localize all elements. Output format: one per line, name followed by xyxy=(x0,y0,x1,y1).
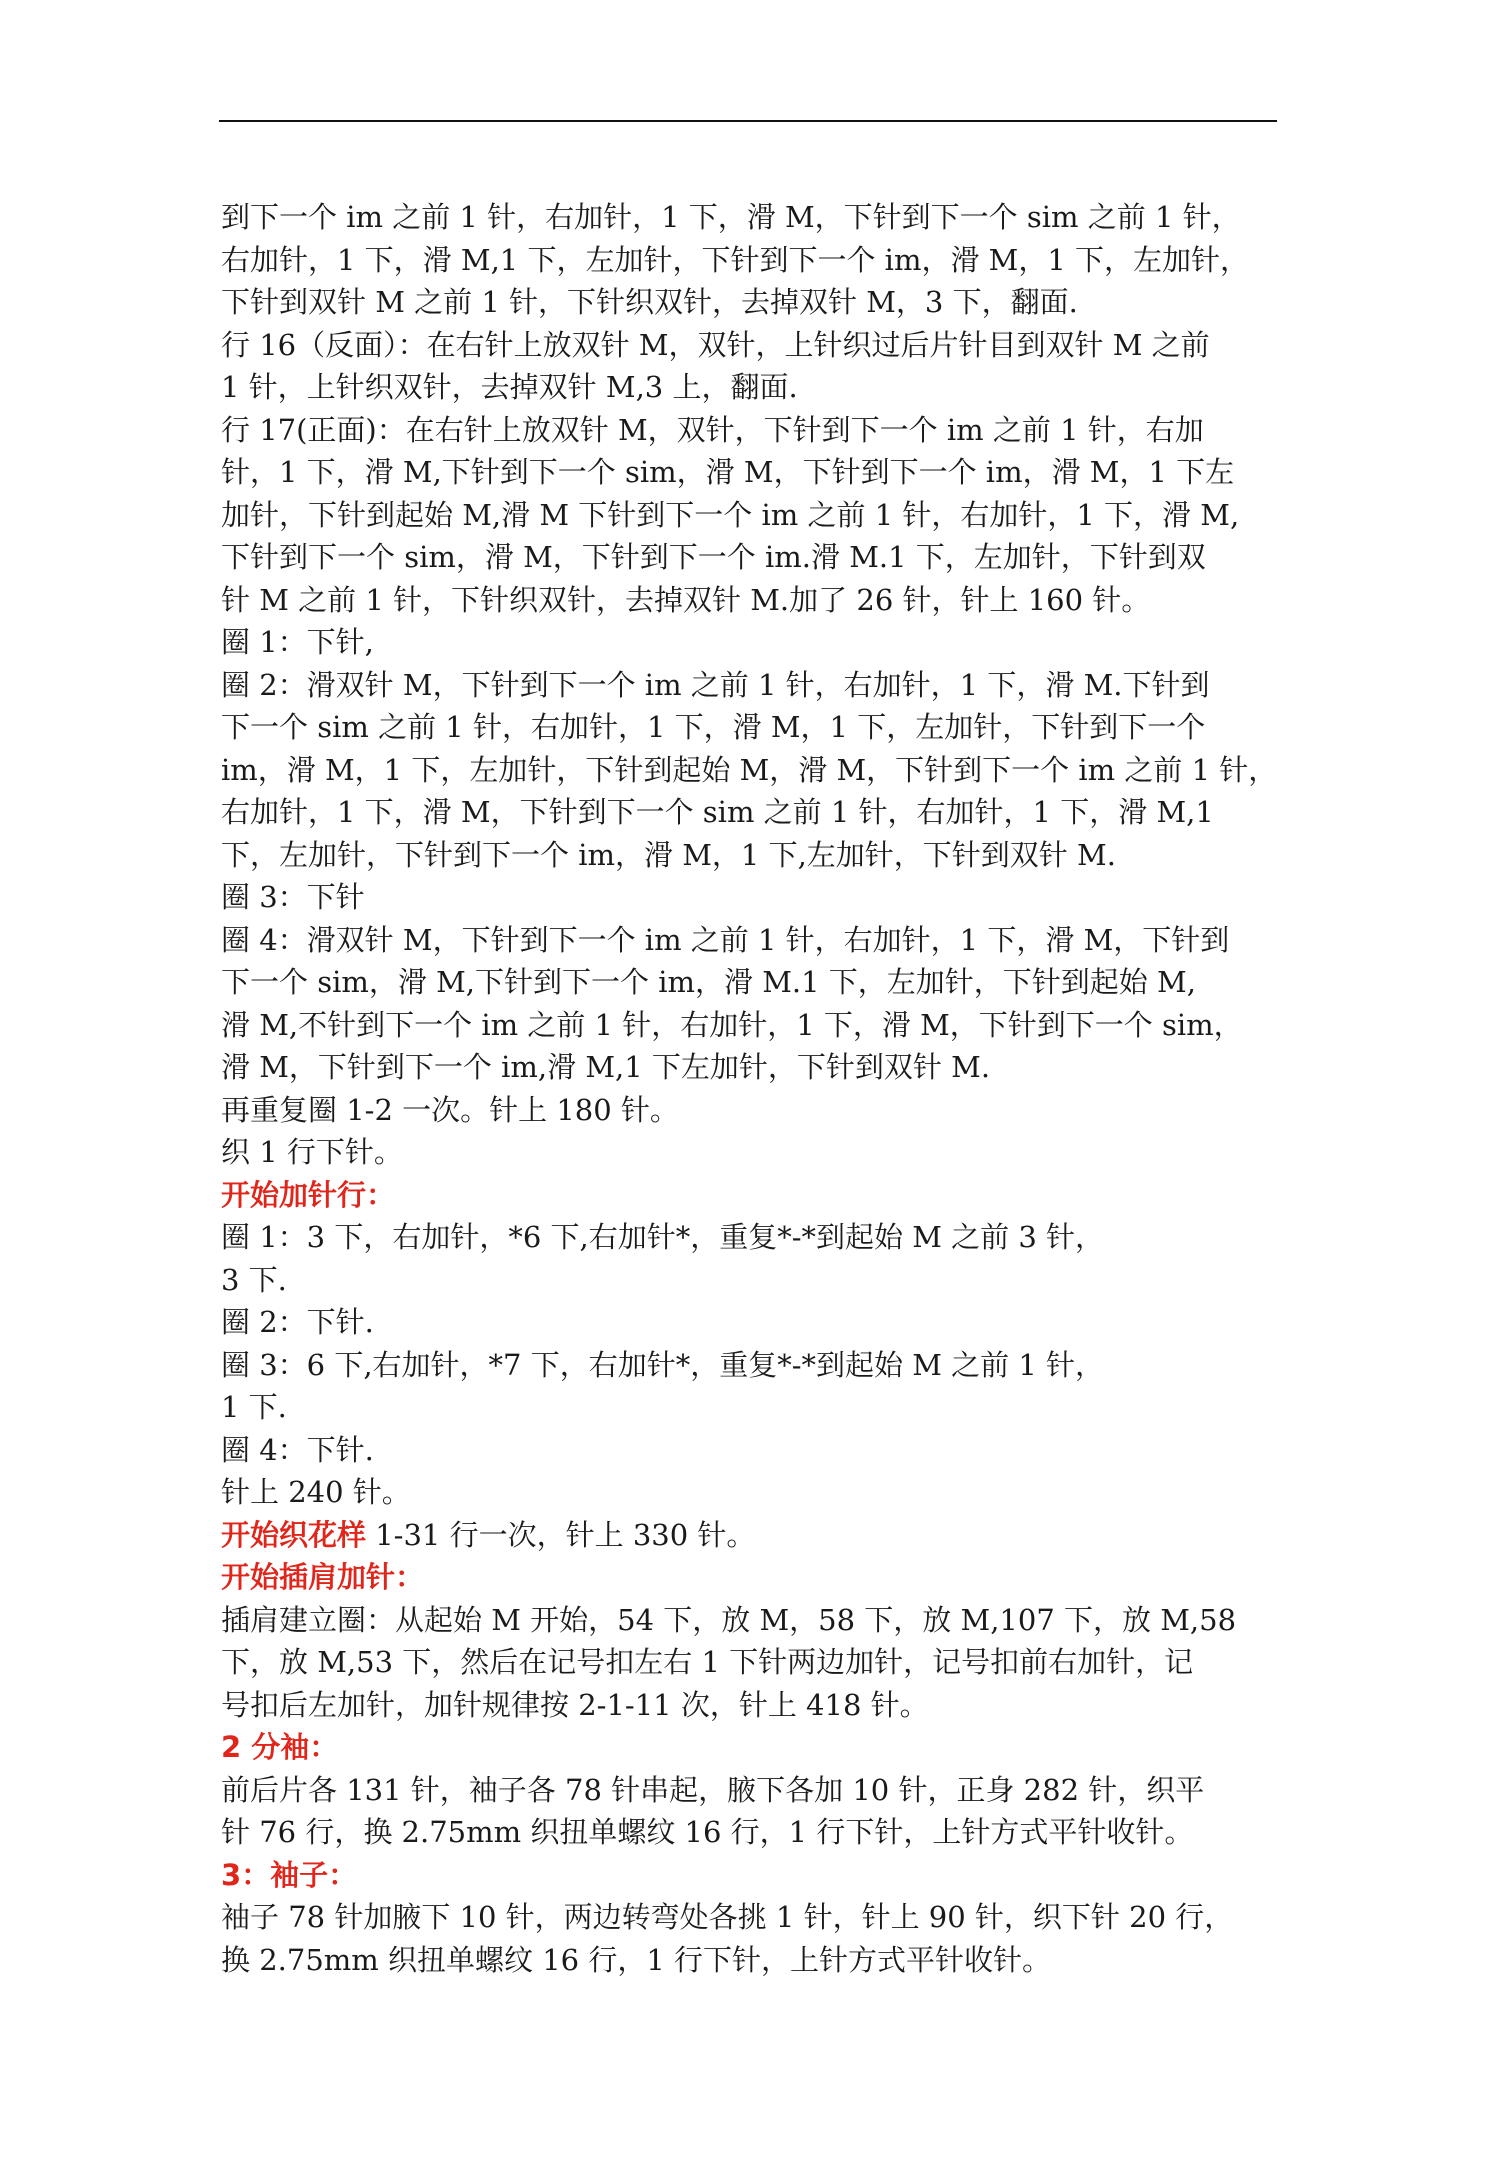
text-line: 插肩建立圈：从起始 M 开始，54 下，放 M，58 下，放 M,107 下，放 M,58 xyxy=(221,1602,1237,1637)
text-line: 1 针，上针织双针，去掉双针 M,3 上，翻面. xyxy=(221,370,798,404)
text-line: 再重复圈 1-2 一次。针上 180 针。 xyxy=(221,1092,679,1127)
text-line: 下一个 sim 之前 1 针，右加针，1 下，滑 M，1 下，左加针，下针到下一个 xyxy=(221,710,1206,744)
text-line: 下一个 sim，滑 M,下针到下一个 im，滑 M.1 下，左加针，下针到起始 M, xyxy=(221,965,1196,999)
text-line: 下，放 M,53 下，然后在记号扣左右 1 下针两边加针，记号扣前右加针，记 xyxy=(221,1645,1194,1679)
text-line: 右加针，1 下，滑 M，下针到下一个 sim 之前 1 针，右加针，1 下，滑 M,1 xyxy=(221,795,1214,829)
text-line: 下，左加针，下针到下一个 im，滑 M，1 下,左加针，下针到双针 M. xyxy=(221,837,1116,872)
section-heading: 2 分袖： xyxy=(221,1730,339,1764)
text-line: 1 下. xyxy=(221,1390,287,1424)
text-line: 号扣后左加针，加针规律按 2-1-11 次，针上 418 针。 xyxy=(221,1687,929,1722)
text-line: 圈 4：下针. xyxy=(221,1432,374,1467)
header-rule xyxy=(219,120,1277,122)
text-line: 针，1 下，滑 M,下针到下一个 sim，滑 M，下针到下一个 im，滑 M，1 下左 xyxy=(221,455,1235,489)
text-line: 针 76 行，换 2.75mm 织扭单螺纹 16 行，1 行下针，上针方式平针收针。 xyxy=(221,1815,1194,1849)
text-line: 圈 1：下针, xyxy=(221,625,374,659)
text-line: 圈 4：滑双针 M，下针到下一个 im 之前 1 针，右加针，1 下，滑 M，下针到 xyxy=(221,922,1230,957)
section-heading: 开始加针行： xyxy=(221,1177,396,1212)
text-line: 滑 M,不针到下一个 im 之前 1 针，右加针，1 下，滑 M，下针到下一个 sim， xyxy=(221,1007,1243,1042)
text-line: 圈 1：3 下，右加针，*6 下,右加针*，重复*-*到起始 M 之前 3 针， xyxy=(221,1220,1105,1254)
text-line: 右加针，1 下，滑 M,1 下，左加针，下针到下一个 im，滑 M，1 下，左加针， xyxy=(221,242,1250,277)
text-line: 换 2.75mm 织扭单螺纹 16 行，1 行下针，上针方式平针收针。 xyxy=(221,1942,1052,1977)
section-heading: 3：袖子： xyxy=(221,1857,358,1892)
text-line: 织 1 行下针。 xyxy=(221,1135,403,1169)
text-line: 加针，下针到起始 M,滑 M 下针到下一个 im 之前 1 针，右加针，1 下，滑 M, xyxy=(221,497,1240,532)
text-line: 下针到下一个 sim，滑 M，下针到下一个 im.滑 M.1 下，左加针，下针到双 xyxy=(221,540,1206,574)
text-line: im，滑 M，1 下，左加针，下针到起始 M，滑 M，下针到下一个 im 之前 1 针， xyxy=(221,752,1278,787)
text-line: 圈 2：下针. xyxy=(221,1305,374,1339)
text-line: 针上 240 针。 xyxy=(221,1475,411,1509)
text-line: 行 16（反面）：在右针上放双针 M，双针，上针织过后片针目到双针 M 之前 xyxy=(221,327,1210,362)
section-heading: 开始插肩加针： xyxy=(221,1560,425,1594)
document-body xyxy=(221,196,1281,1981)
text-line: 圈 3：下针 xyxy=(221,880,365,914)
text-line: 滑 M，下针到下一个 im,滑 M,1 下左加针，下针到双针 M. xyxy=(221,1050,991,1084)
text-line: 行 17(正面)：在右针上放双针 M，双针，下针到下一个 im 之前 1 针，右加 xyxy=(221,412,1204,447)
text-line: 圈 2：滑双针 M，下针到下一个 im 之前 1 针，右加针，1 下，滑 M.下针到 xyxy=(221,667,1210,702)
text-line: 圈 3：6 下,右加针，*7 下，右加针*，重复*-*到起始 M 之前 1 针， xyxy=(221,1347,1105,1382)
text-line: 前后片各 131 针，袖子各 78 针串起，腋下各加 10 针，正身 282 针，织平 xyxy=(221,1772,1205,1807)
text-line: 到下一个 im 之前 1 针，右加针，1 下，滑 M，下针到下一个 sim 之前 1 针， xyxy=(221,200,1241,234)
text-line: 针 M 之前 1 针，下针织双针，去掉双针 M.加了 26 针，针上 160 针。 xyxy=(221,582,1151,617)
inline-text: 1-31 行一次，针上 330 针。 xyxy=(366,1517,756,1552)
text-line: 袖子 78 针加腋下 10 针，两边转弯处各挑 1 针，针上 90 针，织下针 20 行， xyxy=(221,1900,1234,1934)
text-line xyxy=(221,1514,1281,1557)
text-line: 3 下. xyxy=(221,1262,287,1297)
text-line: 下针到双针 M 之前 1 针，下针织双针，去掉双针 M，3 下，翻面. xyxy=(221,285,1078,319)
inline-heading: 开始织花样 xyxy=(221,1517,367,1552)
